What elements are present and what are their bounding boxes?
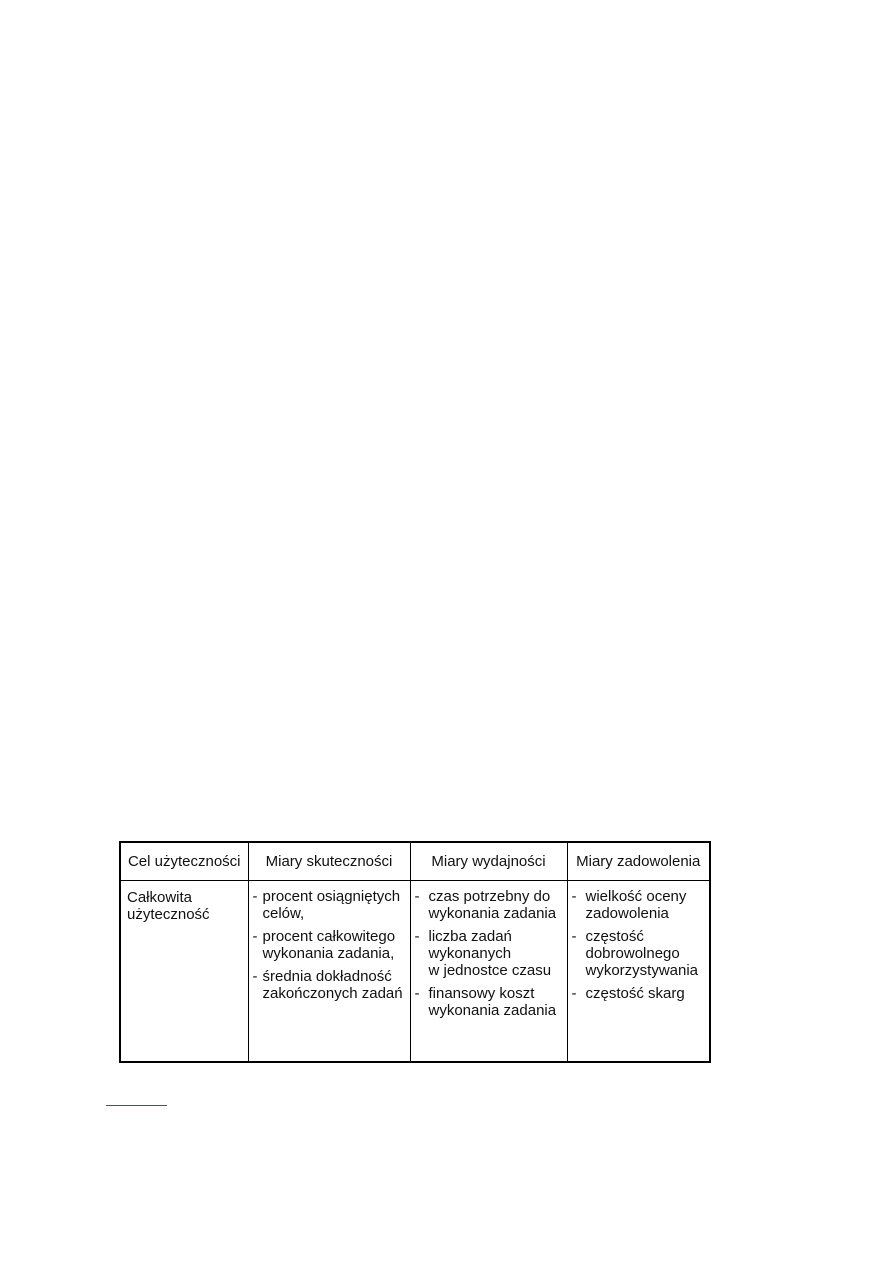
dash-bullet: - xyxy=(414,985,420,1002)
list-item xyxy=(572,928,706,979)
list-item-line: liczba zadań xyxy=(428,928,512,945)
header-usability-goal: Cel użyteczności xyxy=(120,842,248,881)
effectiveness-cell xyxy=(248,881,410,1063)
dash-bullet: - xyxy=(571,888,577,905)
list-item-line: zakończonych zadań xyxy=(262,985,403,1002)
list-item xyxy=(415,928,563,979)
header-efficiency-measures: Miary wydajności xyxy=(410,842,567,881)
list-item-line: czas potrzebny do xyxy=(428,888,551,905)
footnote-separator-link[interactable] xyxy=(106,1105,167,1106)
list-item xyxy=(253,928,406,962)
list-item-line: wykonania zadania xyxy=(428,905,557,922)
list-item-line: wielkość oceny xyxy=(585,888,687,905)
dash-bullet: - xyxy=(252,888,258,905)
goal-text-line: Całkowita xyxy=(127,889,193,906)
list-item xyxy=(253,888,406,922)
header-effectiveness-measures: Miary skuteczności xyxy=(248,842,410,881)
list-item-line: wykonania zadania xyxy=(428,1002,557,1019)
list-item-line: dobrowolnego xyxy=(585,945,680,962)
list-item xyxy=(572,985,706,1002)
list-item-line: procent całkowitego xyxy=(262,928,396,945)
header-satisfaction-measures: Miary zadowolenia xyxy=(567,842,710,881)
list-item xyxy=(572,888,706,922)
goal-cell xyxy=(120,881,248,1063)
satisfaction-list xyxy=(568,881,710,1002)
dash-bullet: - xyxy=(571,985,577,1002)
goal-text-line: użyteczność xyxy=(127,906,210,923)
efficiency-list xyxy=(411,881,567,1019)
dash-bullet: - xyxy=(414,928,420,945)
list-item-line: finansowy koszt xyxy=(428,985,535,1002)
list-item-line: wykorzystywania xyxy=(585,962,699,979)
list-item-line: wykonanych xyxy=(428,945,512,962)
list-item-line: w jednostce czasu xyxy=(428,962,552,979)
satisfaction-cell xyxy=(567,881,710,1063)
efficiency-cell xyxy=(410,881,567,1063)
usability-measures-table xyxy=(119,841,711,1063)
list-item-line: wykonania zadania, xyxy=(262,945,395,962)
dash-bullet: - xyxy=(571,928,577,945)
dash-bullet: - xyxy=(252,968,258,985)
list-item-line: zadowolenia xyxy=(585,905,669,922)
effectiveness-list xyxy=(249,881,410,1002)
list-item xyxy=(415,985,563,1019)
dash-bullet: - xyxy=(414,888,420,905)
list-item-line: częstość skarg xyxy=(585,985,685,1002)
table-row xyxy=(120,881,710,1063)
list-item-line: częstość xyxy=(585,928,644,945)
list-item xyxy=(253,968,406,1002)
list-item-line: średnia dokładność xyxy=(262,968,392,985)
table-header-row xyxy=(120,842,710,881)
list-item-line: celów, xyxy=(262,905,305,922)
list-item xyxy=(415,888,563,922)
dash-bullet: - xyxy=(252,928,258,945)
list-item-line: procent osiągniętych xyxy=(262,888,401,905)
